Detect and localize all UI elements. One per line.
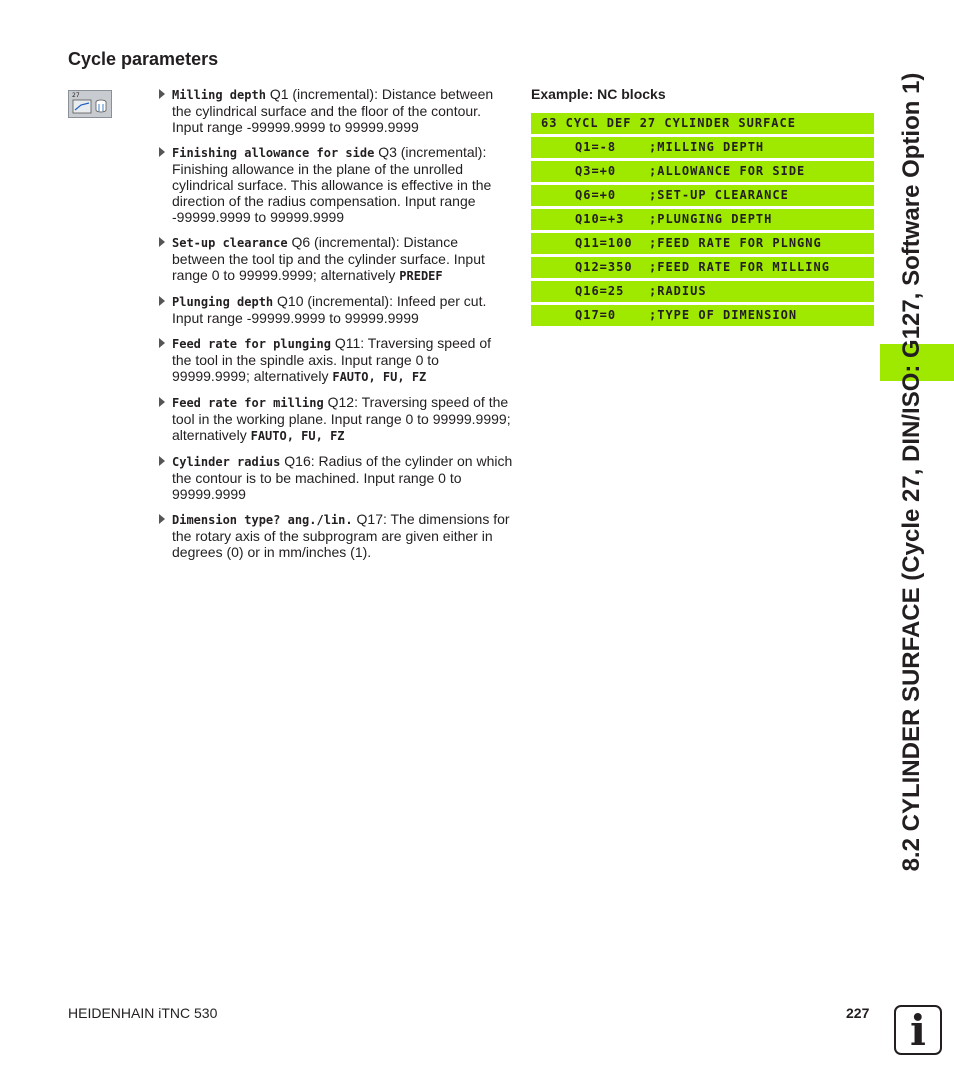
parameter-alternative: PREDEF xyxy=(399,269,443,283)
example-title: Example: NC blocks xyxy=(531,86,666,102)
footer-brand: HEIDENHAIN iTNC 530 xyxy=(68,1005,218,1021)
parameter-name: Feed rate for milling xyxy=(172,396,324,410)
parameter-alternative: FAUTO, FU, FZ xyxy=(332,370,427,384)
bullet-arrow-icon xyxy=(159,514,165,524)
parameter-description: Q16: Radius of the cylinder on which the contour is to be machined. Input range 0 to 99999.9999 xyxy=(172,453,513,502)
parameter-name: Cylinder radius xyxy=(172,455,281,469)
chapter-side-title-text: 8.2 CYLINDER SURFACE (Cycle 27, DIN/ISO: G127, Software Option 1) xyxy=(898,72,925,872)
nc-comment: ;RADIUS xyxy=(649,284,707,298)
parameter-list xyxy=(158,86,513,569)
nc-comment: ;ALLOWANCE FOR SIDE xyxy=(649,164,806,178)
parameter-description: Q17: The dimensions for the rotary axis of the subprogram are given either in degrees (0) or in mm/inches (1). xyxy=(172,511,510,560)
nc-code: Q6=+0 xyxy=(575,188,617,202)
nc-row xyxy=(531,233,874,254)
parameter-alternative: FAUTO, FU, FZ xyxy=(250,429,345,443)
bullet-arrow-icon xyxy=(159,456,165,466)
nc-code: Q10=+3 xyxy=(575,212,625,226)
bullet-arrow-icon xyxy=(159,338,165,348)
parameter-item xyxy=(158,335,513,385)
nc-row xyxy=(531,185,874,206)
nc-row xyxy=(531,305,874,326)
parameter-item xyxy=(158,293,513,326)
cycle-number: 27 xyxy=(72,92,80,99)
parameter-description: Q3 (incremental): Finishing allowance in the plane of the unrolled cylindrical surface. This allowance is effective in the direction of the radius compensation. Input range -99999.9999 to 99999.9999 xyxy=(172,144,492,225)
info-icon: i xyxy=(894,1005,942,1055)
nc-comment: ;PLUNGING DEPTH xyxy=(649,212,773,226)
parameter-description: Q1 (incremental): Distance between the cylindrical surface and the floor of the contour. Input range -99999.9999 to 99999.9999 xyxy=(172,86,494,135)
parameter-item xyxy=(158,511,513,560)
nc-header-row xyxy=(531,113,874,134)
nc-row xyxy=(531,161,874,182)
nc-row xyxy=(531,257,874,278)
parameter-item xyxy=(158,234,513,284)
parameter-name: Finishing allowance for side xyxy=(172,146,375,160)
nc-comment: ;FEED RATE FOR MILLING xyxy=(649,260,830,274)
parameter-name: Plunging depth xyxy=(172,295,274,309)
nc-row xyxy=(531,209,874,230)
parameter-name: Feed rate for plunging xyxy=(172,337,331,351)
nc-comment: ;MILLING DEPTH xyxy=(649,140,765,154)
page-number: 227 xyxy=(846,1005,870,1021)
nc-code: Q1=-8 xyxy=(575,140,617,154)
parameter-name: Milling depth xyxy=(172,88,266,102)
parameter-description: Q11: Traversing speed of the tool in the spindle axis. Input range 0 to 99999.9999; alternatively xyxy=(172,335,492,384)
bullet-arrow-icon xyxy=(159,89,165,99)
nc-header-text: 63 CYCL DEF 27 CYLINDER SURFACE xyxy=(541,116,796,130)
nc-row xyxy=(531,281,874,302)
parameter-name: Set-up clearance xyxy=(172,236,288,250)
parameter-item xyxy=(158,86,513,135)
nc-comment: ;FEED RATE FOR PLNGNG xyxy=(649,236,822,250)
bullet-arrow-icon xyxy=(159,296,165,306)
nc-code: Q12=350 xyxy=(575,260,633,274)
parameter-description: Q12: Traversing speed of the tool in the working plane. Input range 0 to 99999.9999; alternatively xyxy=(172,394,511,443)
nc-code: Q3=+0 xyxy=(575,164,617,178)
parameter-item xyxy=(158,453,513,502)
bullet-arrow-icon xyxy=(159,237,165,247)
nc-comment: ;SET-UP CLEARANCE xyxy=(649,188,789,202)
nc-code: Q11=100 xyxy=(575,236,633,250)
section-heading: Cycle parameters xyxy=(68,49,219,69)
parameter-description: Q10 (incremental): Infeed per cut. Input range -99999.9999 to 99999.9999 xyxy=(172,293,487,326)
nc-code: Q16=25 xyxy=(575,284,625,298)
nc-row xyxy=(531,137,874,158)
bullet-arrow-icon xyxy=(159,147,165,157)
parameter-item xyxy=(158,144,513,225)
parameter-description: Q6 (incremental): Distance between the tool tip and the cylinder surface. Input range 0 to 99999.9999; alternatively xyxy=(172,234,485,283)
nc-comment: ;TYPE OF DIMENSION xyxy=(649,308,798,322)
nc-code: Q17=0 xyxy=(575,308,617,322)
bullet-arrow-icon xyxy=(159,397,165,407)
parameter-item xyxy=(158,394,513,444)
nc-block-listing xyxy=(531,113,874,329)
cylinder-surface-cycle-icon xyxy=(68,90,112,118)
parameter-name: Dimension type? ang./lin. xyxy=(172,513,353,527)
